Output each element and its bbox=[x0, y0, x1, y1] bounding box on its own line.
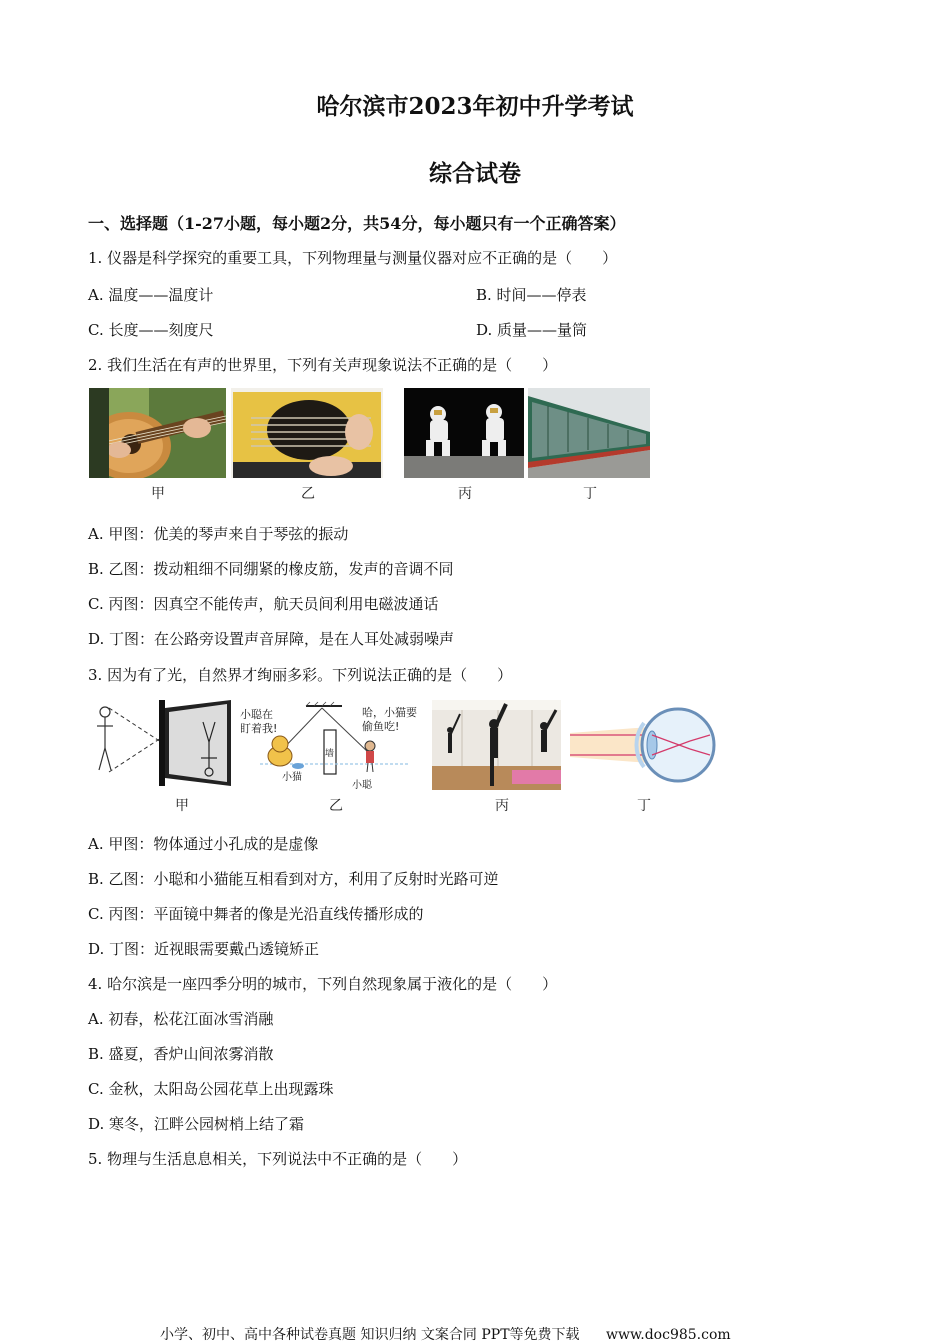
cat-speech-line-2: 盯着我! bbox=[240, 722, 278, 735]
question-2-option-a: A. 甲图：优美的琴声来自于琴弦的振动 bbox=[88, 525, 349, 543]
eye-ray-diagram bbox=[570, 705, 720, 785]
q3-caption-ding: 丁 bbox=[637, 798, 651, 814]
question-1-option-b: B. 时间——停表 bbox=[476, 286, 587, 304]
cat-label: 小猫 bbox=[282, 772, 302, 783]
footer bbox=[160, 1324, 731, 1344]
q2-caption-jia: 甲 bbox=[151, 486, 165, 502]
question-5-stem: 5. 物理与生活息息相关，下列说法中不正确的是（ ） bbox=[88, 1150, 468, 1168]
question-4-option-b: B. 盛夏，香炉山间浓雾消散 bbox=[88, 1045, 274, 1063]
q2-caption-yi: 乙 bbox=[301, 486, 315, 502]
page-subtitle: 综合试卷 bbox=[429, 160, 521, 187]
question-2-option-d: D. 丁图：在公路旁设置声音屏障，是在人耳处减弱噪声 bbox=[88, 630, 455, 648]
question-4-option-d: D. 寒冬，江畔公园树梢上结了霜 bbox=[88, 1115, 305, 1133]
question-3-option-b: B. 乙图：小聪和小猫能互相看到对方，利用了反射时光路可逆 bbox=[88, 870, 499, 888]
question-1-stem: 1. 仪器是科学探究的重要工具，下列物理量与测量仪器对应不正确的是（ ） bbox=[88, 249, 618, 267]
q3-caption-jia: 甲 bbox=[175, 798, 189, 814]
boy-speech-line-2: 偷鱼吃! bbox=[362, 720, 400, 733]
question-4-option-c: C. 金秋，太阳岛公园花草上出现露珠 bbox=[88, 1080, 334, 1098]
pinhole-camera-diagram bbox=[89, 698, 237, 790]
wall-label: 墙 bbox=[325, 749, 335, 759]
cat-boy-mirror-diagram bbox=[240, 700, 430, 792]
question-3-stem: 3. 因为有了光，自然界才绚丽多彩。下列说法正确的是（ ） bbox=[88, 666, 513, 684]
question-3-option-d: D. 丁图：近视眼需要戴凸透镜矫正 bbox=[88, 940, 320, 958]
cat-speech-line-1: 小聪在 bbox=[240, 708, 273, 721]
boy-speech-line-1: 哈，小猫要 bbox=[362, 706, 417, 719]
question-3-option-a: A. 甲图：物体通过小孔成的是虚像 bbox=[88, 835, 319, 853]
q2-caption-bing: 丙 bbox=[458, 486, 472, 502]
question-1-option-d: D. 质量——量筒 bbox=[476, 321, 588, 339]
section-heading: 一、选择题（1-27小题，每小题2分，共54分，每小题只有一个正确答案） bbox=[88, 214, 626, 233]
question-4-option-a: A. 初春，松花江面冰雪消融 bbox=[88, 1010, 274, 1028]
footer-url[interactable]: www.doc985.com bbox=[605, 1327, 731, 1343]
footer-text: 小学、初中、高中各种试卷真题 知识归纳 文案合同 PPT等免费下载 bbox=[160, 1327, 580, 1343]
question-4-stem: 4. 哈尔滨是一座四季分明的城市，下列自然现象属于液化的是（ ） bbox=[88, 975, 558, 993]
page-title: 哈尔滨市2023年初中升学考试 bbox=[316, 93, 634, 120]
question-3-option-c: C. 丙图：平面镜中舞者的像是光沿直线传播形成的 bbox=[88, 905, 424, 923]
q2-caption-ding: 丁 bbox=[583, 486, 597, 502]
question-2-option-b: B. 乙图：拨动粗细不同绷紧的橡皮筋，发声的音调不同 bbox=[88, 560, 454, 578]
boy-label: 小聪 bbox=[352, 780, 372, 791]
q3-caption-yi: 乙 bbox=[329, 798, 343, 814]
guitar-photo bbox=[89, 388, 226, 478]
sound-barrier-photo bbox=[528, 388, 650, 478]
rubber-band-box-photo bbox=[231, 388, 383, 478]
question-2-option-c: C. 丙图：因真空不能传声，航天员间利用电磁波通话 bbox=[88, 595, 439, 613]
q3-caption-bing: 丙 bbox=[495, 798, 509, 814]
astronauts-photo bbox=[404, 388, 524, 478]
dancers-mirror-photo bbox=[432, 700, 561, 790]
question-2-stem: 2. 我们生活在有声的世界里，下列有关声现象说法不正确的是（ ） bbox=[88, 356, 558, 374]
question-1-option-a: A. 温度——温度计 bbox=[88, 286, 214, 304]
question-1-option-c: C. 长度——刻度尺 bbox=[88, 321, 214, 339]
